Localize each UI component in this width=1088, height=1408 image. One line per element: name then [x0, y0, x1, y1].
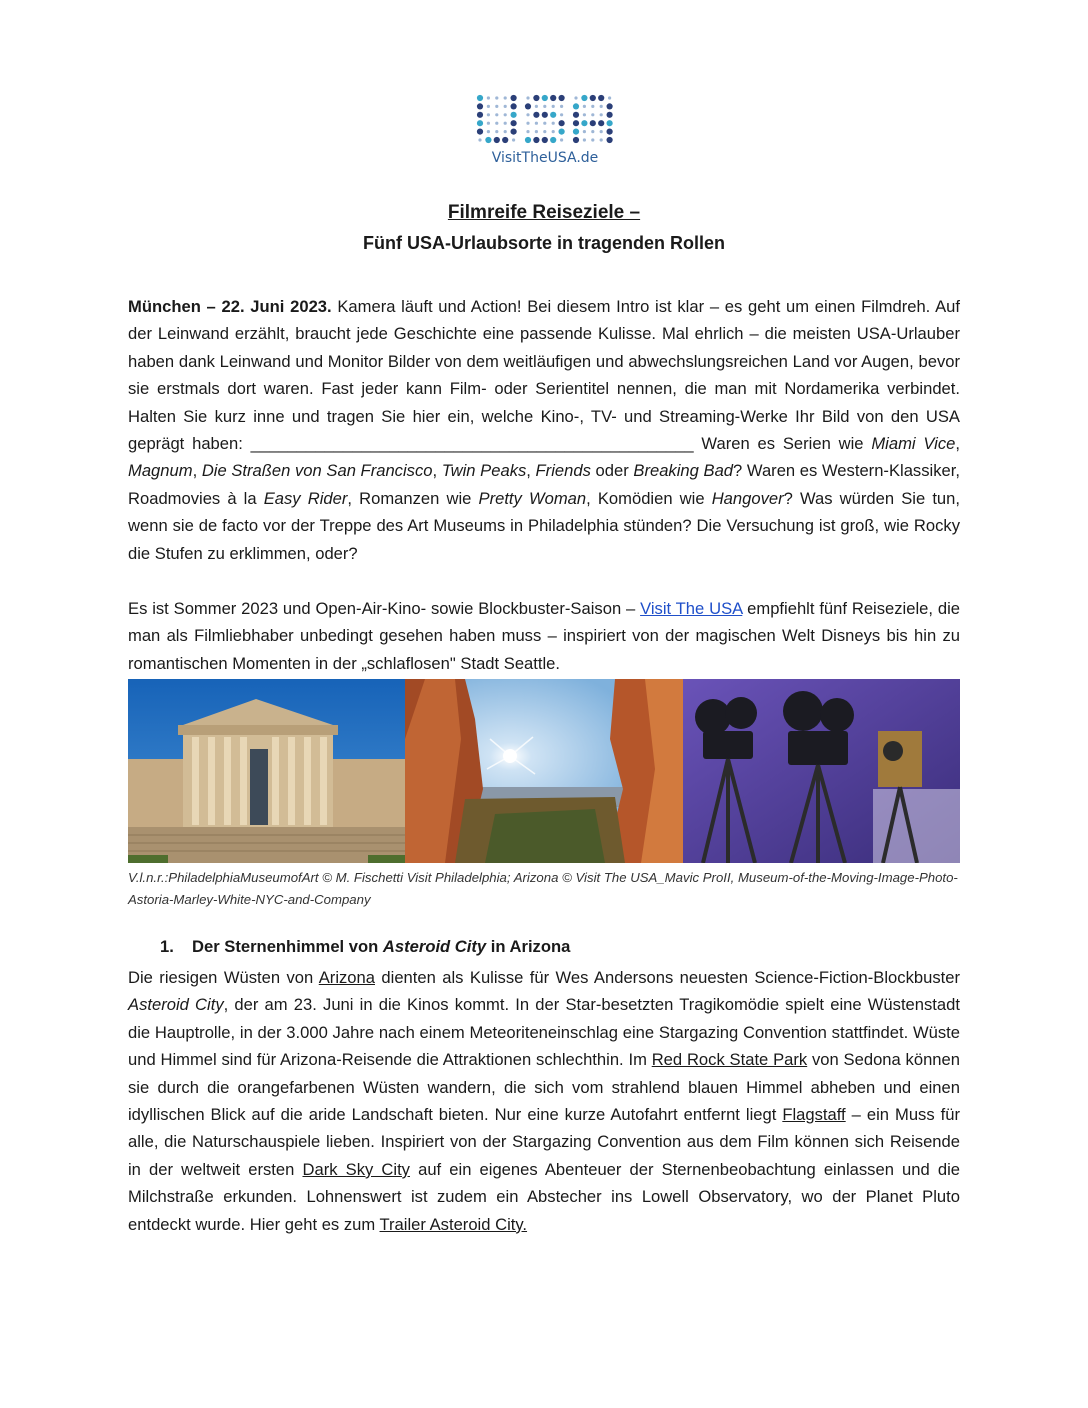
text: , [192, 461, 202, 481]
logo-dot [543, 130, 546, 133]
logo-dot [526, 113, 529, 116]
section-number: 1. [160, 937, 174, 956]
logo-dot [552, 105, 555, 108]
photo-caption: V.l.n.r.:PhiladelphiaMuseumofArt © M. Fischetti Visit Philadelphia; Arizona © Visit The USA_Mavic ProII, Museum-of-the-Moving-Image-Photo-Astoria-Marley-White-NYC-and-Company [128, 870, 958, 907]
text: dienten als Kulisse für Wes Andersons neuesten Science-Fiction-Blockbuster [375, 968, 960, 987]
text: , [955, 434, 960, 454]
philadelphia-museum-photo [128, 679, 405, 863]
logo-dot [495, 130, 498, 133]
logo-dot [583, 113, 586, 116]
red-rock-state-park-link[interactable]: Red Rock State Park [651, 1050, 808, 1070]
logo-dot [600, 138, 603, 141]
logo-dot [477, 103, 483, 109]
logo-dot [526, 122, 529, 125]
logo-dot [573, 112, 579, 118]
text: Es ist Sommer 2023 und Open-Air-Kino- sowie Blockbuster-Saison – [128, 599, 641, 618]
text: Kamera läuft und Action! Bei diesem Intro ist klar – es geht um einen Filmdreh. Auf der Leinwand erzählt, braucht jede Geschichte eine passende Kulisse. Mal ehrlich – die meisten USA-Urlauber haben dank Leinwand und Monitor Bilder von dem weitläufigen und abwechslungsreichen Land vor Augen, bevor sie erstmals dort waren. Fast jeder kann Film- oder Serientitel nennen, die man mit Nordamerika verbindet. Halten Sie kurz inne und tragen Sie hier ein, welche Kino-, TV- und Streaming-Werke Ihr Bild von den USA geprägt haben: ________________________________________________ Waren es Serien wie [128, 297, 960, 454]
text: ? Waren es Western-Klassiker, Roadmovies à la [128, 461, 960, 508]
text: – ein Muss für alle, die Naturschauspiele lieben. Inspiriert von der Stargazing Convention aus dem Film können sich Reisende in der weltweit ersten [128, 1105, 960, 1179]
logo-dot [607, 137, 613, 143]
logo-dot [487, 113, 490, 116]
document-title: Filmreife Reiseziele – [447, 202, 641, 223]
logo-dot [583, 105, 586, 108]
section-heading-1 [160, 937, 570, 957]
flagstaff-link[interactable]: Flagstaff [782, 1105, 846, 1125]
logo-dot [477, 129, 483, 135]
title-hangover: Hangover [711, 488, 784, 508]
logo-dot [543, 122, 546, 125]
logo-dot [583, 138, 586, 141]
logo-dot [591, 105, 594, 108]
text: Die riesigen Wüsten von [128, 968, 319, 987]
summer-paragraph [128, 595, 960, 677]
text: in Arizona [486, 937, 571, 956]
logo-dot [600, 130, 603, 133]
logo-dot [573, 137, 579, 143]
title-easy-rider: Easy Rider [263, 488, 348, 508]
logo-dot [559, 129, 565, 135]
text: ? Was würden Sie tun, wenn sie de facto vor der Treppe des Art Museums in Philadelphia stünden? Die Versuchung ist groß, wie Rocky die Stufen zu erklimmen, oder? [128, 488, 960, 563]
logo-dot [533, 137, 539, 143]
arizona-red-rocks-photo [405, 679, 683, 863]
logo-dot [511, 103, 517, 109]
logo-dot [525, 137, 531, 143]
logo-dot [495, 122, 498, 125]
logo-dot [487, 96, 490, 99]
logo-dot [583, 130, 586, 133]
logo-dot [550, 112, 556, 118]
logo-dot [591, 130, 594, 133]
logo-dot [598, 95, 604, 101]
logo-text: VisitTheUSA.de [491, 150, 599, 166]
document-subtitle: Fünf USA-Urlaubsorte in tragenden Rollen [362, 233, 725, 253]
text: , Romanzen wie [347, 488, 479, 508]
logo-dot [511, 95, 517, 101]
logo-dot [495, 105, 498, 108]
title-friends: Friends [535, 461, 591, 481]
heading-film-title: Asteroid City [382, 937, 487, 956]
logo-dot [511, 120, 517, 126]
logo-dot [550, 95, 556, 101]
logo-dot [581, 120, 587, 126]
logo-dot [526, 96, 529, 99]
logo-dot [573, 120, 579, 126]
logo-dot [525, 103, 531, 109]
film-title-asteroid-city: Asteroid City [128, 995, 224, 1015]
logo-dot [560, 105, 563, 108]
title-magnum: Magnum [128, 461, 193, 481]
intro-paragraph [128, 293, 960, 567]
logo-dot [533, 112, 539, 118]
logo-dot [504, 130, 507, 133]
title-pretty-woman: Pretty Woman [478, 488, 587, 508]
logo-dot [487, 130, 490, 133]
logo-dot [478, 138, 481, 141]
logo-dot [591, 138, 594, 141]
dateline: München – 22. Juni 2023. [128, 297, 332, 316]
logo-dot [607, 120, 613, 126]
arizona-link[interactable]: Arizona [318, 968, 375, 987]
logo-dot [591, 113, 594, 116]
logo-dot [559, 95, 565, 101]
logo-dot [542, 137, 548, 143]
logo-dot [477, 95, 483, 101]
logo-dot [581, 95, 587, 101]
logo-dot [526, 130, 529, 133]
photo-strip [128, 679, 960, 863]
text: empfiehlt fünf Reiseziele, die man als Filmliebhaber unbedingt gesehen haben muss – inspiriert von der magischen Welt Disneys bis hin zu romantischen Momenten in der „schlaflosen" Stadt Seattle. [128, 599, 960, 673]
logo-dot [590, 95, 596, 101]
logo-dot [542, 95, 548, 101]
section-1-paragraph [128, 964, 960, 1238]
logo-dot [533, 95, 539, 101]
logo-dot [504, 105, 507, 108]
logo-dot [511, 129, 517, 135]
logo-dot [560, 138, 563, 141]
logo-dot [560, 113, 563, 116]
logo-dot [607, 103, 613, 109]
title-breaking-bad: Breaking Bad [633, 461, 734, 481]
text: oder [590, 461, 634, 481]
text: , [432, 461, 442, 481]
logo-dot [590, 120, 596, 126]
logo-dot [600, 113, 603, 116]
text: von Sedona können sie durch die orangefarbenen Wüsten wandern, die sich vom strahlend blauen Himmel abheben und einen idyllischen Blick auf die aride Landschaft bieten. Nur eine kurze Autofahrt entfernt liegt [128, 1050, 960, 1125]
logo-dot [495, 113, 498, 116]
logo-dot [535, 130, 538, 133]
moving-image-museum-cameras-photo [683, 679, 960, 863]
logo-dot [477, 120, 483, 126]
logo-dot [535, 122, 538, 125]
logo-dot [511, 112, 517, 118]
logo-dot [573, 129, 579, 135]
logo-dot [608, 96, 611, 99]
logo-dot [487, 105, 490, 108]
trailer-link[interactable]: Trailer Asteroid City. [379, 1214, 528, 1234]
logo-dot [504, 113, 507, 116]
logo-dot [550, 137, 556, 143]
logo-dot [543, 105, 546, 108]
logo-dot [494, 137, 500, 143]
logo-dot [574, 96, 577, 99]
logo-dot [502, 137, 508, 143]
text: , [526, 461, 536, 481]
logo-dot [559, 120, 565, 126]
logo-dot [552, 122, 555, 125]
text: Der Sternenhimmel von [192, 937, 383, 956]
text: auf ein eigenes Abenteuer der Sternenbeobachtung einlassen und die Milchstraße erkunden. Lohnenswert ist zudem ein Abstecher ins Lowell Observatory, wo der Planet Pluto entdeckt wurde. Hier geht es zum [128, 1159, 960, 1234]
logo-dot [607, 129, 613, 135]
logo-dot [542, 112, 548, 118]
title-san-francisco: Die Straßen von San Francisco [201, 461, 433, 481]
text: , der am 23. Juni in die Kinos kommt. In der Star-besetzten Tragikomödie spielt eine Wüstenstadt die Hauptrolle, in der 3.000 Jahre nach einem Meteoriteneinschlag eine Stargazing Convention stattfindet. Wüste und Himmel sind für Arizona-Reisende die Attraktionen schlechthin. Im [128, 995, 960, 1070]
text: , Komödien wie [586, 488, 712, 508]
logo-dot [477, 112, 483, 118]
logo-dot [512, 138, 515, 141]
logo-dot [504, 96, 507, 99]
logo-dot [495, 96, 498, 99]
visit-the-usa-link[interactable]: Visit The USA [640, 599, 743, 618]
dark-sky-city-link[interactable]: Dark Sky City [302, 1159, 410, 1179]
logo-dot [535, 105, 538, 108]
title-twin-peaks: Twin Peaks [441, 461, 527, 481]
logo-dot [600, 105, 603, 108]
logo-dot [485, 137, 491, 143]
logo-dot [598, 120, 604, 126]
logo-dot [552, 130, 555, 133]
logo-dot [573, 103, 579, 109]
logo-dot [504, 122, 507, 125]
title-miami-vice: Miami Vice [871, 434, 956, 454]
logo-dot [607, 112, 613, 118]
logo-dot [487, 122, 490, 125]
